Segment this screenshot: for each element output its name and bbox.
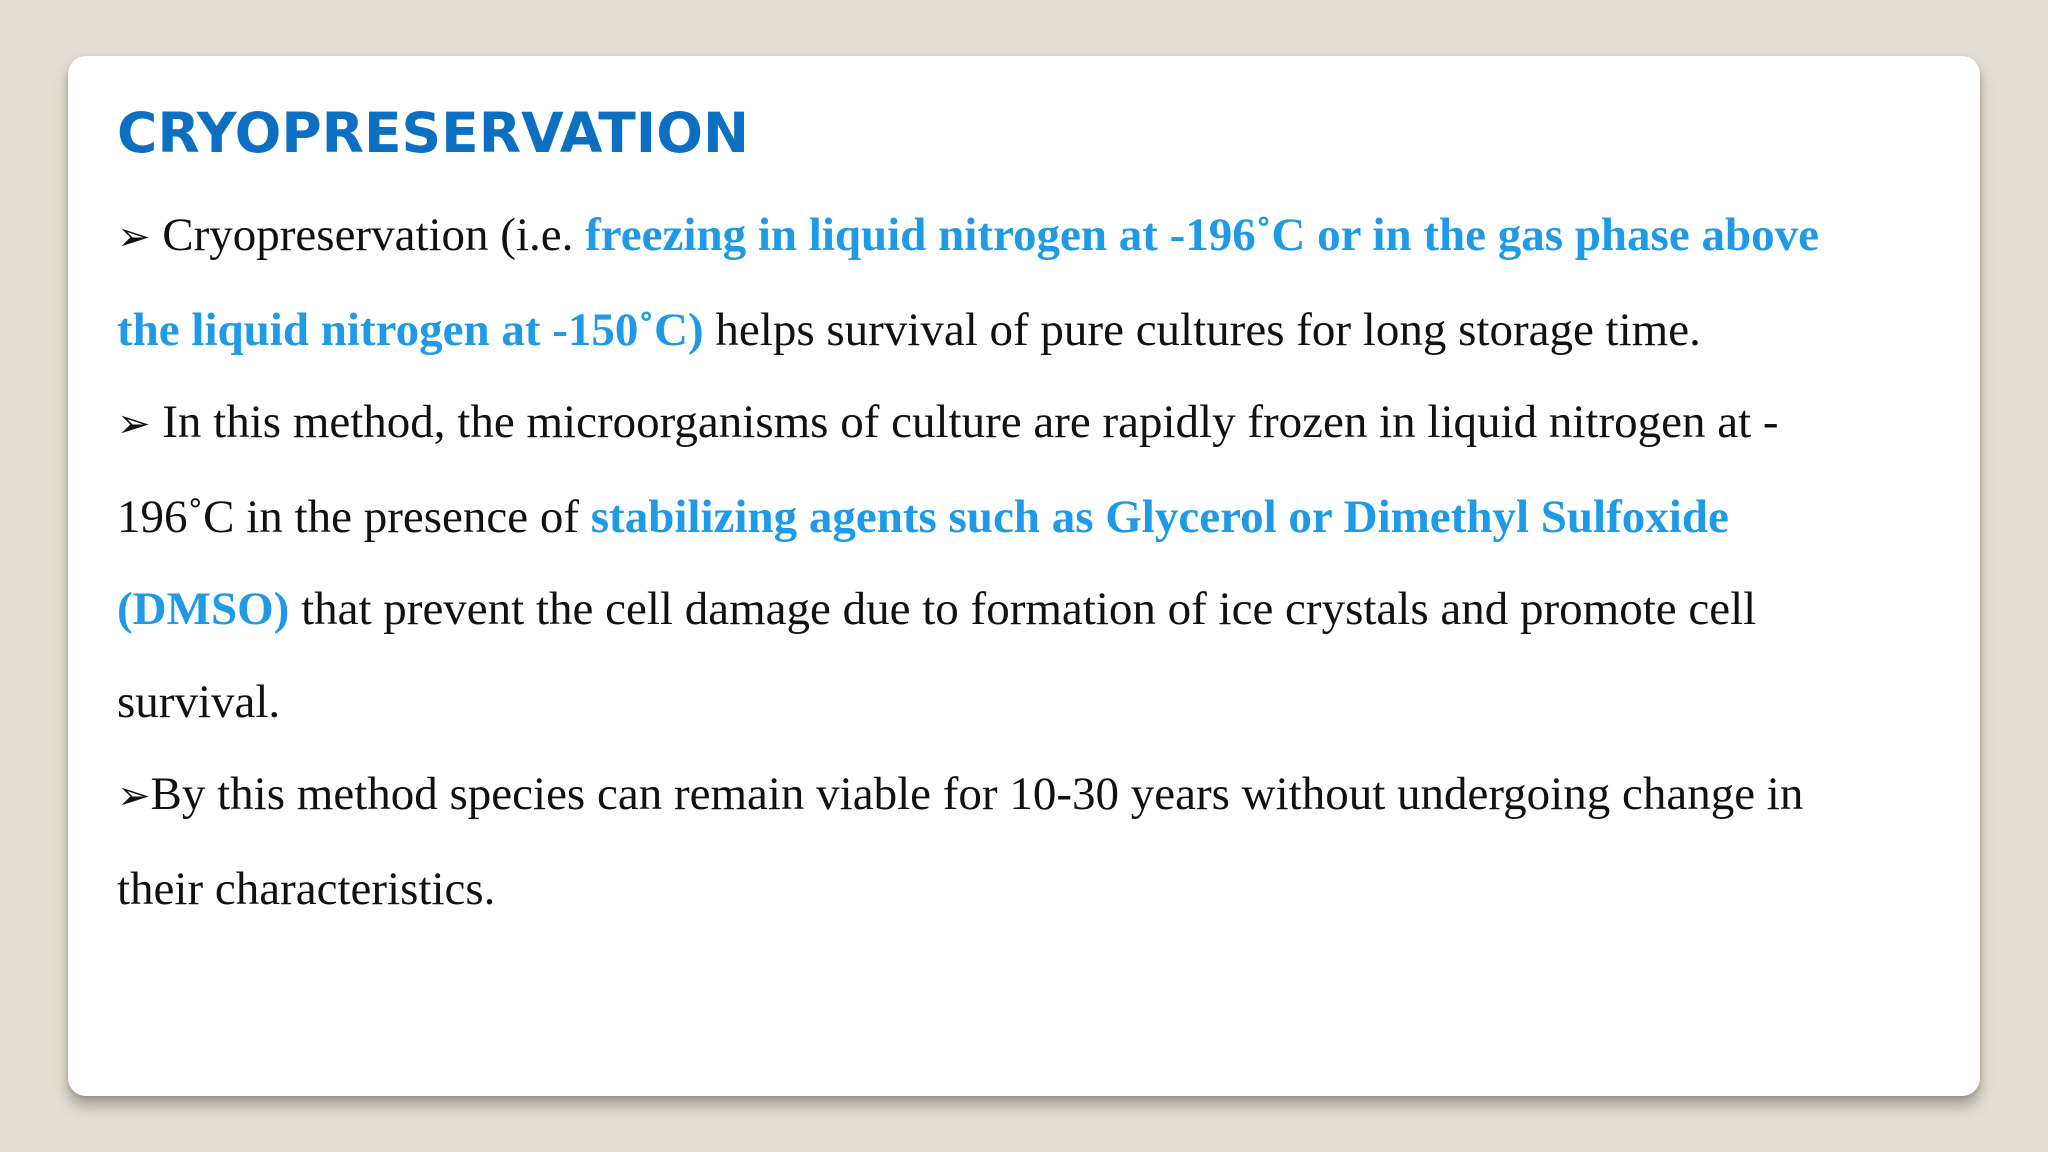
- text-line: [117, 396, 1779, 448]
- slide-body: [117, 189, 1987, 935]
- dmso-highlight: (DMSO): [117, 583, 290, 635]
- text-line: [117, 676, 280, 728]
- survival-word: survival.: [117, 675, 281, 728]
- text-line: [117, 863, 495, 915]
- text-line: [117, 304, 1701, 356]
- freezing-conditions-highlight: freezing in liquid nitrogen at -196˚C or in the gas phase above: [585, 209, 1819, 261]
- method-text: In this method, the microorganisms of culture are rapidly frozen in liquid nitrogen at -: [150, 396, 1779, 448]
- arrowhead-bullet-icon: ➢: [117, 401, 151, 447]
- paragraph-cryopreservation-definition: [117, 189, 1987, 376]
- stabilizing-agents-highlight: stabilizing agents such as Glycerol or Dimethyl Sulfoxide: [590, 490, 1729, 543]
- survival-text: helps survival of pure cultures for long storage time.: [703, 303, 1701, 356]
- viability-text: By this method species can remain viable for 10-30 years without undergoing change in: [150, 768, 1804, 820]
- characteristics-text: their characteristics.: [117, 862, 496, 915]
- cell-damage-text: that prevent the cell damage due to formation of ice crystals and promote cell: [289, 583, 1757, 635]
- text-line: [117, 491, 1729, 543]
- temperature-text: 196˚C in the presence of: [117, 490, 591, 543]
- gas-phase-temperature-highlight: the liquid nitrogen at -150˚C): [117, 303, 704, 356]
- arrowhead-bullet-icon: ➢: [117, 214, 151, 260]
- arrowhead-bullet-icon: ➢: [117, 773, 151, 819]
- text-line: [117, 768, 1803, 820]
- text-line: [117, 209, 1819, 261]
- paragraph-viability: [117, 748, 1987, 935]
- slide-title: CRYOPRESERVATION: [117, 101, 749, 165]
- text-line: [117, 583, 1756, 635]
- paragraph-method-description: [117, 376, 1987, 748]
- definition-text: Cryopreservation (i.e.: [150, 209, 586, 261]
